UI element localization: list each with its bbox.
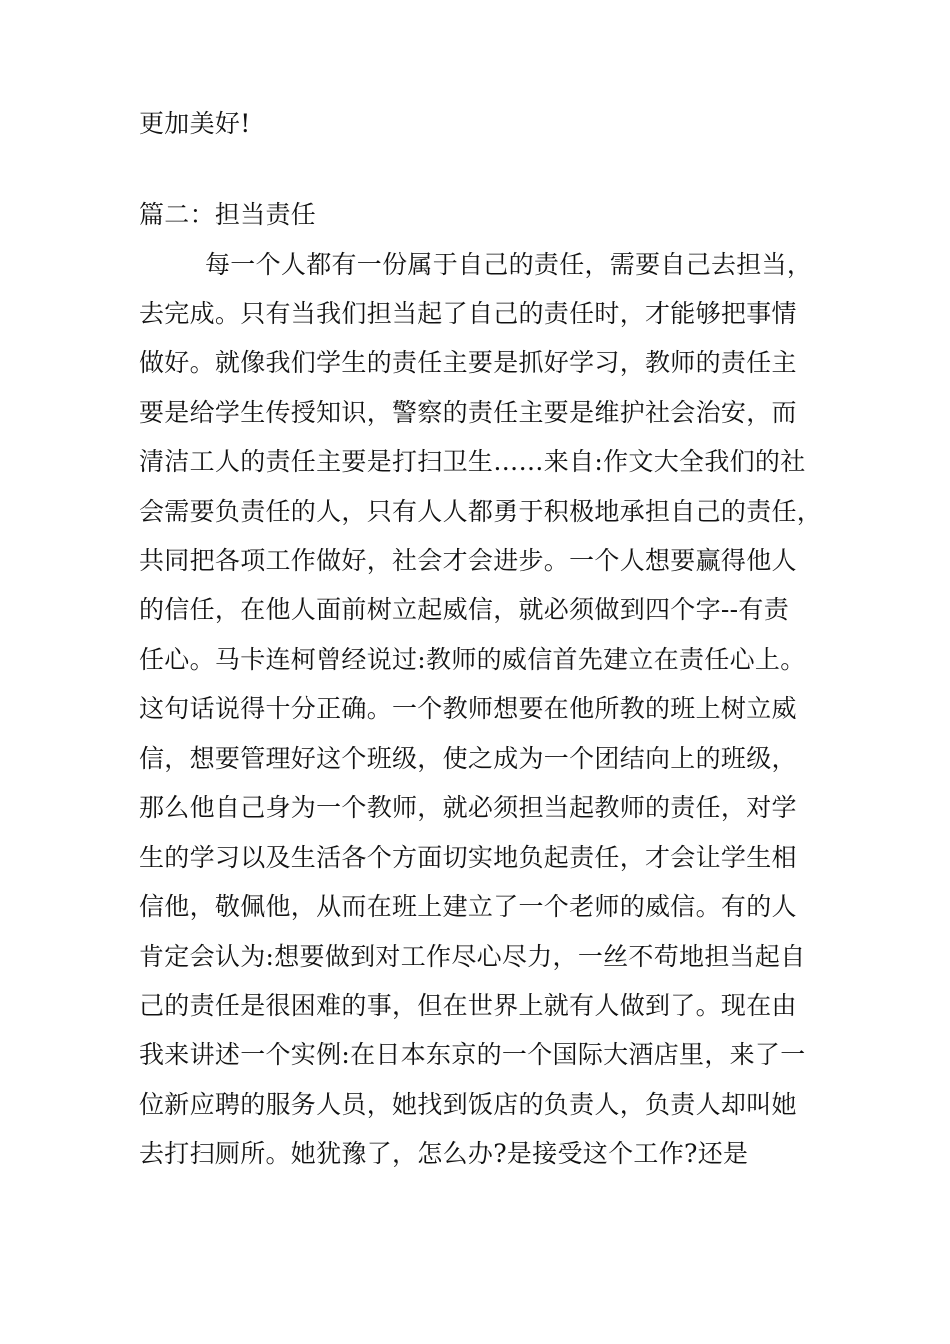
- previous-section-tail: 更加美好!: [139, 109, 251, 138]
- paragraph-line: 任心。马卡连柯曾经说过:教师的威信首先建立在责任心上。: [139, 645, 806, 674]
- paragraph-line: 做好。就像我们学生的责任主要是抓好学习，教师的责任主: [139, 348, 797, 377]
- paragraph-line: 共同把各项工作做好，社会才会进步。一个人想要赢得他人: [139, 546, 797, 575]
- paragraph-line: 清洁工人的责任主要是打扫卫生……来自:作文大全我们的社: [139, 447, 806, 476]
- paragraph-line: 信他，敬佩他，从而在班上建立了一个老师的威信。有的人: [139, 892, 797, 921]
- paragraph-line: 的信任，在他人面前树立起威信，就必须做到四个字--有责: [139, 595, 789, 624]
- paragraph-line: 会需要负责任的人，只有人人都勇于积极地承担自己的责任，: [139, 497, 823, 526]
- paragraph-line: 我来讲述一个实例:在日本东京的一个国际大酒店里，来了一: [139, 1040, 806, 1069]
- paragraph-line: 位新应聘的服务人员，她找到饭店的负责人，负责人却叫她: [139, 1090, 797, 1119]
- paragraph-line: 那么他自己身为一个教师，就必须担当起教师的责任，对学: [139, 793, 797, 822]
- paragraph-line: 去打扫厕所。她犹豫了，怎么办?是接受这个工作?还是: [139, 1139, 749, 1168]
- paragraph-line: 信，想要管理好这个班级，使之成为一个团结向上的班级，: [139, 744, 797, 773]
- paragraph-line: 肯定会认为:想要做到对工作尽心尽力，一丝不苟地担当起自: [139, 942, 806, 971]
- paragraph-line: 生的学习以及生活各个方面切实地负起责任，才会让学生相: [139, 843, 797, 872]
- section-title: 篇二：担当责任: [139, 200, 317, 229]
- paragraph-line: 每一个人都有一份属于自己的责任，需要自己去担当，: [205, 250, 813, 279]
- paragraph-line: 去完成。只有当我们担当起了自己的责任时，才能够把事情: [139, 299, 797, 328]
- paragraph-line: 这句话说得十分正确。一个教师想要在他所教的班上树立威: [139, 694, 797, 723]
- paragraph-line: 要是给学生传授知识，警察的责任主要是维护社会治安，而: [139, 398, 797, 427]
- paragraph-line: 己的责任是很困难的事，但在世界上就有人做到了。现在由: [139, 991, 797, 1020]
